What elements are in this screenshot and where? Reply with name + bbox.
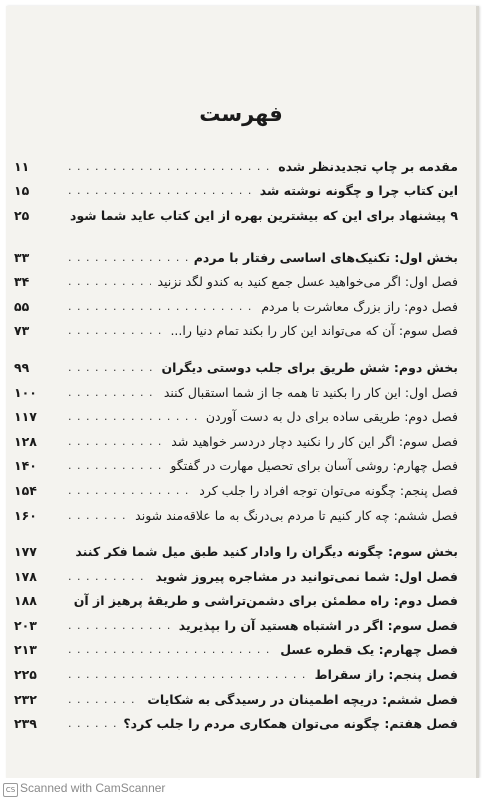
toc-entry-title: فصل پنجم: راز سقراط bbox=[314, 667, 458, 683]
toc-page-number: ۲۰۳ bbox=[14, 617, 37, 633]
toc-entry-title: فصل چهارم: یک قطره عسل bbox=[280, 642, 458, 658]
toc-page-number: ۱۴۰ bbox=[14, 458, 37, 474]
toc-page-number: ۲۱۳ bbox=[14, 642, 37, 658]
toc-entry bbox=[14, 687, 458, 712]
toc-entry-title: فصل اول: شما نمی‌توانید در مشاجره پیروز شوید bbox=[155, 568, 458, 584]
dot-leader bbox=[68, 160, 272, 173]
book-page bbox=[6, 6, 479, 778]
table-of-contents bbox=[14, 154, 458, 736]
dot-leader bbox=[68, 324, 164, 337]
dot-leader bbox=[68, 484, 193, 497]
toc-entry-title: فصل پنجم: چگونه می‌توان توجه افراد را جلب کرد bbox=[199, 482, 458, 498]
toc-entry bbox=[14, 429, 458, 454]
toc-page-number: ۳۴ bbox=[14, 274, 30, 290]
toc-page-number: ۲۵ bbox=[14, 207, 30, 223]
dot-leader bbox=[68, 251, 188, 264]
toc-entry-title: بخش سوم: چگونه دیگران را وادار کنید طبق میل شما فکر کنند bbox=[75, 544, 458, 560]
dot-leader bbox=[68, 693, 141, 706]
toc-entry-title: فصل سوم: آن که می‌تواند این کار را بکند تمام دنیا را... bbox=[170, 323, 458, 339]
toc-page-number: ۱۸۸ bbox=[14, 593, 37, 609]
toc-page-number: ۱۲۸ bbox=[14, 433, 37, 449]
dot-leader bbox=[68, 459, 164, 472]
toc-entry bbox=[14, 154, 458, 179]
dot-leader bbox=[68, 643, 274, 656]
toc-entry bbox=[14, 454, 458, 479]
toc-entry bbox=[14, 478, 458, 503]
dot-leader bbox=[68, 184, 254, 197]
toc-entry-title: مقدمه بر چاپ تجدیدنظر شده bbox=[278, 158, 458, 174]
toc-entry-title: فصل دوم: راز بزرگ معاشرت با مردم bbox=[261, 298, 458, 314]
toc-entry-title: فصل سوم: اگر این کار را نکنید دچار دردسر خواهید شد bbox=[171, 433, 458, 449]
toc-page-number: ۷۳ bbox=[14, 323, 30, 339]
toc-page-number: ۱۰۰ bbox=[14, 384, 37, 400]
toc-entry bbox=[14, 638, 458, 663]
toc-page-number: ۹۹ bbox=[14, 359, 30, 375]
scanner-watermark-text: Scanned with CamScanner bbox=[20, 781, 166, 795]
toc-page-number: ۱۶۰ bbox=[14, 507, 37, 523]
toc-entry bbox=[14, 711, 458, 736]
toc-entry bbox=[14, 539, 458, 564]
toc-page-number: ۲۳۲ bbox=[14, 691, 37, 707]
page-title: فهرست bbox=[199, 102, 283, 126]
toc-entry-title: ۹ پیشنهاد برای این که بیشترین بهره از این کتاب عاید شما شود bbox=[70, 207, 458, 223]
toc-entry bbox=[14, 564, 458, 589]
toc-entry-title: فصل دوم: طریقی ساده برای دل به دست آوردن bbox=[205, 409, 458, 425]
toc-entry bbox=[14, 355, 458, 380]
toc-page-number: ۱۷۸ bbox=[14, 568, 37, 584]
toc-entry-title: این کتاب چرا و چگونه نوشته شد bbox=[259, 183, 458, 199]
toc-page-number: ۳۳ bbox=[14, 249, 30, 265]
toc-entry-title: فصل دوم: راه مطمئن برای دشمن‌تراشی و طریقهٔ پرهیز از آن bbox=[73, 593, 458, 609]
toc-entry bbox=[14, 662, 458, 687]
toc-entry-title: فصل ششم: چه کار کنیم تا مردم بی‌درنگ به ما علاقه‌مند شوند bbox=[135, 507, 458, 523]
toc-page-number: ۱۵۴ bbox=[14, 482, 37, 498]
toc-entry bbox=[14, 269, 458, 294]
toc-page-number: ۱۱ bbox=[14, 158, 30, 174]
toc-entry bbox=[14, 179, 458, 204]
toc-entry bbox=[14, 503, 458, 528]
toc-entry-title: فصل ششم: دریچه اطمینان در رسیدگی به شکایات bbox=[147, 691, 458, 707]
toc-entry-title: بخش دوم: شش طریق برای جلب دوستی دیگران bbox=[161, 359, 458, 375]
toc-entry bbox=[14, 404, 458, 429]
toc-entry bbox=[14, 613, 458, 638]
toc-entry-title: فصل چهارم: روشی آسان برای تحصیل مهارت در گفتگو bbox=[170, 458, 458, 474]
camscanner-icon: CS bbox=[3, 783, 18, 797]
dot-leader bbox=[68, 545, 69, 558]
dot-leader bbox=[68, 435, 165, 448]
section-gap bbox=[66, 343, 458, 355]
toc-page-number: ۱۷۷ bbox=[14, 544, 37, 560]
dot-leader bbox=[68, 386, 158, 399]
dot-leader bbox=[68, 361, 155, 374]
scanner-footer bbox=[0, 778, 490, 800]
toc-page-number: ۲۳۹ bbox=[14, 716, 37, 732]
toc-entry-title: فصل سوم: اگر در اشتباه هستید آن را بپذیرید bbox=[178, 617, 458, 633]
dot-leader bbox=[68, 300, 255, 313]
toc-entry bbox=[14, 589, 458, 614]
section-gap bbox=[66, 527, 458, 539]
dot-leader bbox=[68, 619, 173, 632]
dot-leader bbox=[68, 410, 200, 423]
toc-entry bbox=[14, 245, 458, 270]
toc-entry-title: بخش اول: تکنیک‌های اساسی رفتار با مردم bbox=[193, 249, 458, 265]
dot-leader bbox=[68, 509, 129, 522]
toc-entry-title: فصل اول: این کار را بکنید تا همه جا از شما استقبال کنند bbox=[163, 384, 458, 400]
section-gap bbox=[66, 228, 458, 245]
toc-page-number: ۵۵ bbox=[14, 298, 30, 314]
toc-entry bbox=[14, 319, 458, 344]
toc-entry-title: فصل اول: اگر می‌خواهید عسل جمع کنید به کندو لگد نزنید bbox=[157, 274, 458, 290]
toc-page-number: ۱۱۷ bbox=[14, 409, 37, 425]
toc-page-number: ۲۲۵ bbox=[14, 667, 37, 683]
dot-leader bbox=[68, 570, 150, 583]
dot-leader bbox=[68, 275, 151, 288]
toc-page-number: ۱۵ bbox=[14, 183, 30, 199]
dot-leader bbox=[68, 668, 309, 681]
dot-leader bbox=[68, 717, 117, 730]
toc-entry bbox=[14, 294, 458, 319]
toc-entry bbox=[14, 203, 458, 228]
toc-entry bbox=[14, 380, 458, 405]
toc-entry-title: فصل هفتم: چگونه می‌توان همکاری مردم را جلب کرد؟ bbox=[123, 716, 458, 732]
